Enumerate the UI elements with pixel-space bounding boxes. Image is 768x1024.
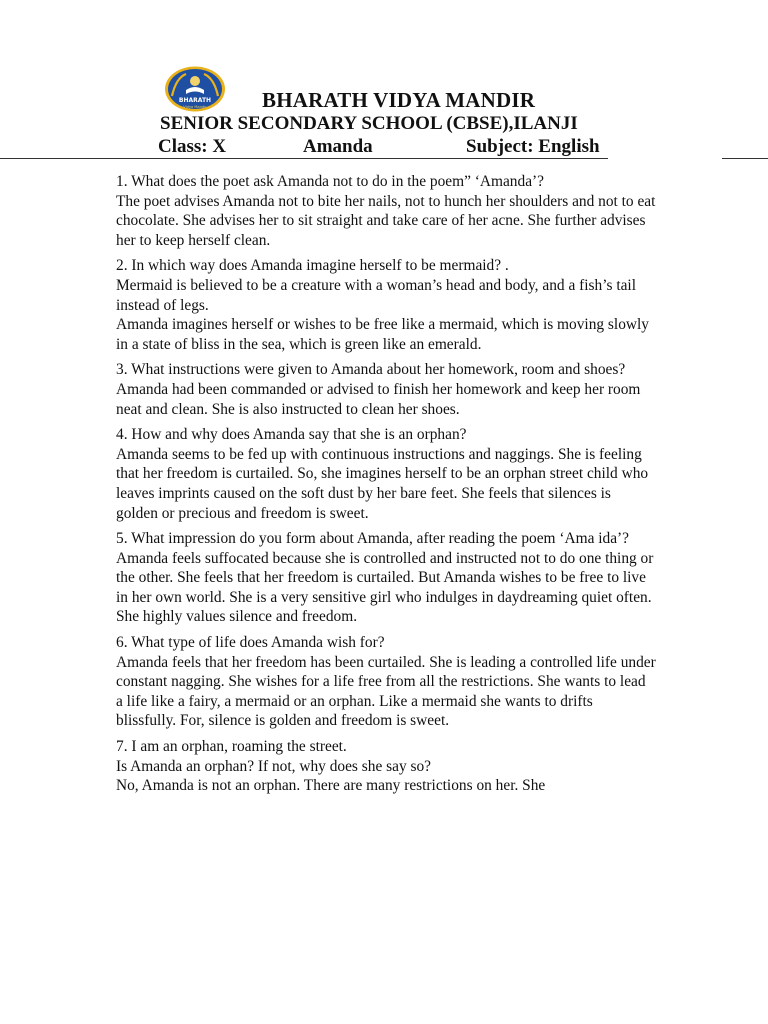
question-answer-list [116, 172, 656, 802]
qa-item [116, 633, 656, 731]
class-label: Class: X [158, 136, 227, 157]
answer-text: Amanda seems to be fed up with continuous instructions and naggings. She is feeling that her freedom is curtailed. So, she imagines herself to be an orphan street child who leaves imprints caused on the soft dust by her bare feet. She feels that silences is golden or precious and freedom is sweet. [116, 445, 649, 522]
answer-text: Amanda feels suffocated because she is controlled and instructed not to do one thing or the other. She feels that her freedom is curtailed. But Amanda wishes to be free to live in her own world. She is a very sensitive girl who indulges in daydreaming quiet often. She highly values silence and freedom. [116, 549, 654, 626]
question-text: 4. How and why does Amanda say that she is an orphan? [116, 426, 467, 444]
school-name: BHARATH VIDYA MANDIR [262, 88, 536, 112]
logo-text: BHARATH [178, 97, 212, 104]
answer-text: Mermaid is believed to be a creature with a woman’s head and body, and a fish’s tail instead of legs. [116, 276, 636, 314]
school-logo [164, 66, 226, 112]
question-text: 6. What type of life does Amanda wish for? [116, 634, 385, 652]
question-text: 5. What impression do you form about Amanda, after reading the poem ‘Ama ida’? [116, 530, 630, 548]
qa-item [116, 360, 656, 419]
lesson-title: Amanda [303, 136, 373, 157]
question-text: 1. What does the poet ask Amanda not to do in the poem” ‘Amanda’? [116, 173, 544, 190]
question-text: 3. What instructions were given to Amanda about her homework, room and shoes? [116, 361, 626, 379]
answer-text: Is Amanda an orphan? If not, why does she say so? [116, 757, 432, 775]
logo-subtext: Vidya Mandir [183, 105, 207, 109]
qa-item [116, 737, 656, 796]
qa-item [116, 172, 656, 250]
subject-label: Subject: English [466, 136, 600, 157]
answer-text: Amanda had been commanded or advised to finish her homework and keep her room neat and clean. She is also instructed to clean her shoes. [116, 380, 641, 418]
qa-item [116, 529, 656, 627]
question-text: 2. In which way does Amanda imagine herself to be mermaid? . [116, 257, 509, 275]
qa-item [116, 256, 656, 354]
question-text: 7. I am an orphan, roaming the street. [116, 738, 347, 756]
answer-text: Amanda feels that her freedom has been curtailed. She is leading a controlled life under constant nagging. She wishes for a life free from all the restrictions. She wants to lead a life like a fairy, a mermaid or an orphan. Like a mermaid she wants to drifts blissfully. For, silence is golden and freedom is sweet. [116, 653, 656, 730]
answer-text: Amanda imagines herself or wishes to be free like a mermaid, which is moving slowly in a state of bliss in the sea, which is green like an emerald. [116, 316, 649, 353]
answer-text: No, Amanda is not an orphan. There are many restrictions on her. She [116, 777, 546, 795]
header-rule-right [722, 158, 768, 159]
qa-item [116, 425, 656, 523]
header-rule-left [0, 158, 608, 159]
answer-text: The poet advises Amanda not to bite her nails, not to hunch her shoulders and not to eat chocolate. She advises her to sit straight and take care of her acne. She further advises her to keep herself clean. [116, 192, 656, 249]
school-subtitle: SENIOR SECONDARY SCHOOL (CBSE),ILANJI [160, 113, 578, 134]
